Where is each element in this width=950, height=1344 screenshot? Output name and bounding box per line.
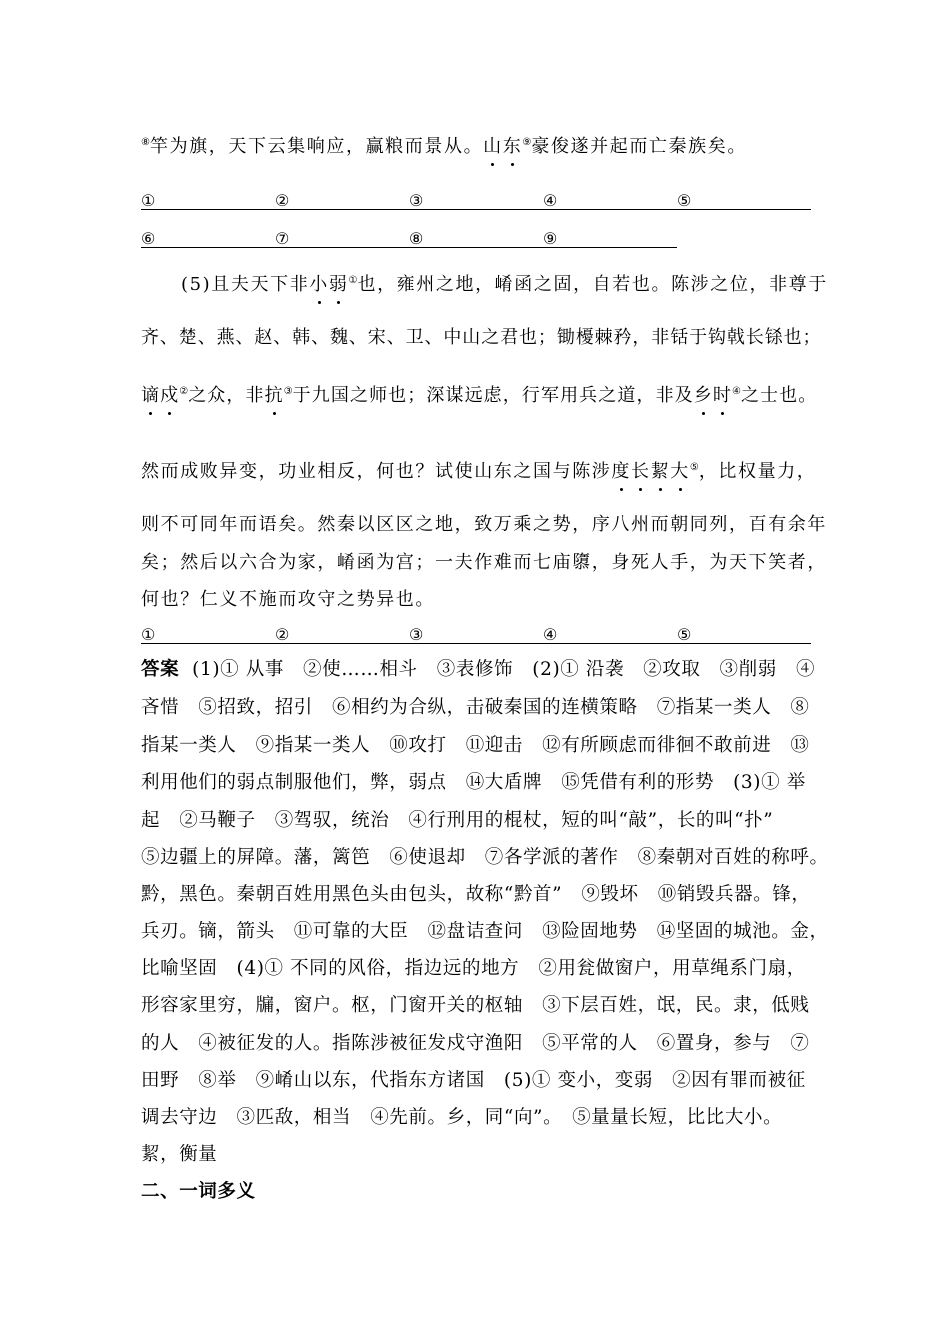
emphasis-char: 絜	[650, 461, 671, 482]
passage-text: 豪俊遂并起而亡秦族矣。	[531, 136, 747, 157]
answer-line: 絜，衡量	[141, 1144, 218, 1165]
footnote-marker: ⑨	[522, 137, 532, 148]
answer-line-1: 答案 (1)① 从事 ②使……相斗 ③表修饰 (2)① 沿袭 ②攻取 ③削弱 ④	[141, 659, 816, 680]
emphasis-char: 乡	[693, 385, 713, 406]
answer-line: 比喻坚固 (4)① 不同的风俗，指边远的地方 ②用瓮做窗户，用草绳系门扇，	[141, 958, 806, 979]
answer-line: 形容家里穷，牖，窗户。枢，门窗开关的枢轴 ③下层百姓，氓，民。隶，低贱	[141, 995, 810, 1016]
answer-blank[interactable]: ①	[141, 624, 275, 644]
footnote-marker: ⑤	[689, 462, 699, 473]
answer-blank[interactable]: ③	[409, 190, 543, 210]
passage-5-line-7: 何也？仁义不施而攻守之势异也。	[141, 589, 435, 610]
footnote-marker: ④	[732, 386, 741, 397]
answer-line: 利用他们的弱点制服他们，弊，弱点 ⑭大盾牌 ⑮凭借有利的形势 (3)① 举	[141, 772, 806, 793]
answer-line: 调去守边 ③匹敌，相当 ④先前。乡，同“向”。 ⑤量量长短，比比大小。	[141, 1107, 783, 1128]
passage-4-tail	[141, 138, 747, 156]
emphasis-char: 度	[611, 461, 632, 482]
answer-line: 起 ②马鞭子 ③驾驭，统治 ④行刑用的棍杖，短的叫“敲”，长的叫“扑”	[141, 810, 774, 831]
passage-5-line-3: 谪戍②之众，非抗③于九国之师也；深谋远虑，行军用兵之道，非及乡时④之士也。	[141, 385, 818, 406]
answer-blank[interactable]: ④	[543, 190, 677, 210]
passage-5-line-5: 则不可同年而语矣。然秦以区区之地，致万乘之势，序八州而朝同列，百有余年	[141, 514, 827, 535]
answer-line: 的人 ④被征发的人。指陈涉被征发戍守渔阳 ⑤平常的人 ⑥置身，参与 ⑦	[141, 1033, 810, 1054]
emphasis-char: 戍	[160, 385, 180, 406]
passage-5-line-2: 齐、楚、燕、赵、韩、魏、宋、卫、中山之君也；锄櫌棘矜，非铦于钩戟长铩也；	[141, 327, 822, 348]
emphasis-char: 弱	[328, 274, 349, 295]
answer-line: 兵刃。镝，箭头 ⑪可靠的大臣 ⑫盘诘查问 ⑬险固地势 ⑭坚固的城池。金，	[141, 921, 829, 942]
answer-blank[interactable]: ⑦	[275, 228, 409, 248]
emphasis-char: 时	[712, 385, 732, 406]
answer-blanks-row-1	[141, 190, 811, 210]
answer-blank[interactable]: ⑤	[677, 624, 811, 644]
answer-line: 黔，黑色。秦朝百姓用黑色头由包头，故称“黔首” ⑨毁坏 ⑩销毁兵器。锋，	[141, 884, 811, 905]
answer-line: 指某一类人 ⑨指某一类人 ⑩攻打 ⑪迎击 ⑫有所顾虑而徘徊不敢前进 ⑬	[141, 735, 810, 756]
emphasis-char: 长	[631, 461, 651, 482]
answer-blank[interactable]: ②	[275, 190, 409, 210]
answer-blank[interactable]: ①	[141, 190, 275, 210]
emphasis-char: 小	[309, 274, 329, 295]
emphasis-char: 东	[502, 136, 523, 157]
answer-blanks-row-2	[141, 228, 677, 248]
passage-5-line-1: (5)且夫天下非小弱①也，雍州之地，崤函之固，自若也。陈涉之位，非尊于	[181, 274, 828, 295]
emphasis-char: 大	[670, 461, 690, 482]
answer-blank[interactable]: ④	[543, 624, 677, 644]
answer-blank[interactable]: ⑤	[677, 190, 811, 210]
answer-blanks-row-3	[141, 624, 811, 644]
passage-5-line-4: 然而成败异变，功业相反，何也？试使山东之国与陈涉度长絜大⑤，比权量力，	[141, 461, 817, 482]
answer-blank[interactable]: ⑧	[409, 228, 543, 248]
emphasis-char: 山	[483, 136, 503, 157]
passage-5-line-6: 矣；然后以六合为家，崤函为宫；一夫作难而七庙隳，身死人手，为天下笑者，	[141, 552, 827, 573]
answer-blank[interactable]: ②	[275, 624, 409, 644]
emphasis-char: 抗	[264, 385, 284, 406]
answer-blank[interactable]: ⑨	[543, 228, 677, 248]
answer-line: 吝惜 ⑤招致，招引 ⑥相约为合纵，击破秦国的连横策略 ⑦指某一类人 ⑧	[141, 697, 810, 718]
answer-label: 答案	[141, 659, 180, 680]
footnote-marker: ⑧	[141, 137, 150, 148]
answer-blank[interactable]: ③	[409, 624, 543, 644]
emphasis-char: 谪	[141, 385, 161, 406]
footnote-marker: ①	[348, 275, 358, 286]
answer-blank[interactable]: ⑥	[141, 228, 275, 248]
passage-text: 竿为旗，天下云集响应，赢粮而景从。	[149, 136, 484, 157]
footnote-marker: ②	[179, 386, 189, 397]
answer-line: ⑤边疆上的屏障。藩，篱笆 ⑥使退却 ⑦各学派的著作 ⑧秦朝对百姓的称呼。	[141, 847, 829, 868]
section-title: 二、一词多义	[141, 1181, 256, 1202]
footnote-marker: ③	[283, 386, 293, 397]
answer-line: 田野 ⑧举 ⑨崤山以东，代指东方诸国 (5)① 变小，变弱 ②因有罪而被征	[141, 1070, 806, 1091]
